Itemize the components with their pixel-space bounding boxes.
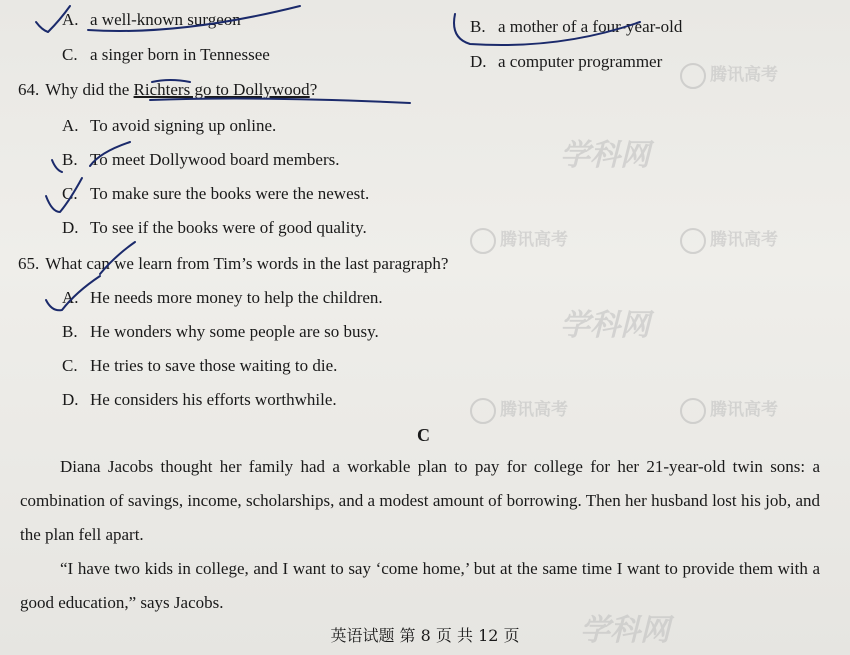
watermark-tencent: 腾讯高考 — [680, 395, 778, 424]
watermark-tencent: 腾讯高考 — [470, 225, 568, 254]
tencent-logo-icon — [680, 228, 706, 254]
watermark-tencent: 腾讯高考 — [470, 395, 568, 424]
tencent-logo-icon — [680, 398, 706, 424]
q65-stem: 65. What can we learn from Tim’s words in the last paragraph? — [18, 254, 449, 273]
passage-paragraph-2: “I have two kids in college, and I want to say ‘come home,’ but at the same time I want to provide them with a good education,” says Jacobs. — [20, 559, 820, 612]
watermark-xueke: 学科网 — [560, 308, 650, 343]
q64-option-c: C. To make sure the books were the newest. — [62, 184, 370, 203]
tencent-logo-icon — [470, 398, 496, 424]
q64-option-b: B. To meet Dollywood board members. — [62, 150, 340, 169]
q63-option-b: B. a mother of a four-year-old — [470, 17, 683, 36]
q65-option-a: A. He needs more money to help the children. — [62, 288, 383, 307]
q63-option-a: A. a well-known surgeon — [62, 10, 241, 29]
watermark-xueke: 学科网 — [560, 138, 650, 173]
q64-stem: 64. Why did the Richters go to Dollywood? — [18, 80, 318, 99]
q64-option-d: D. To see if the books were of good quality. — [62, 218, 367, 237]
q63-option-c: C. a singer born in Tennessee — [62, 45, 270, 64]
section-heading: C — [417, 425, 430, 445]
page-footer: 英语试题 第 8 页 共 12 页 — [330, 626, 520, 645]
q65-option-c: C. He tries to save those waiting to die. — [62, 356, 338, 375]
watermark-tencent: 腾讯高考 — [680, 60, 778, 89]
q65-option-d: D. He considers his efforts worthwhile. — [62, 390, 337, 409]
q65-option-b: B. He wonders why some people are so busy. — [62, 322, 379, 341]
tencent-logo-icon — [470, 228, 496, 254]
q63-option-d: D. a computer programmer — [470, 52, 663, 71]
passage-paragraph-1: Diana Jacobs thought her family had a workable plan to pay for college for her 21-year-old twin sons: a combination of savings, income, scholarships, and a modest amount of borrowing. Then her husband lost his job, and the plan fell apart. — [20, 457, 820, 544]
tencent-logo-icon — [680, 63, 706, 89]
watermark-tencent: 腾讯高考 — [680, 225, 778, 254]
watermark-xueke: 学科网 — [580, 613, 670, 648]
check-mark-icon — [52, 160, 62, 172]
q64-option-a: A. To avoid signing up online. — [62, 116, 277, 135]
